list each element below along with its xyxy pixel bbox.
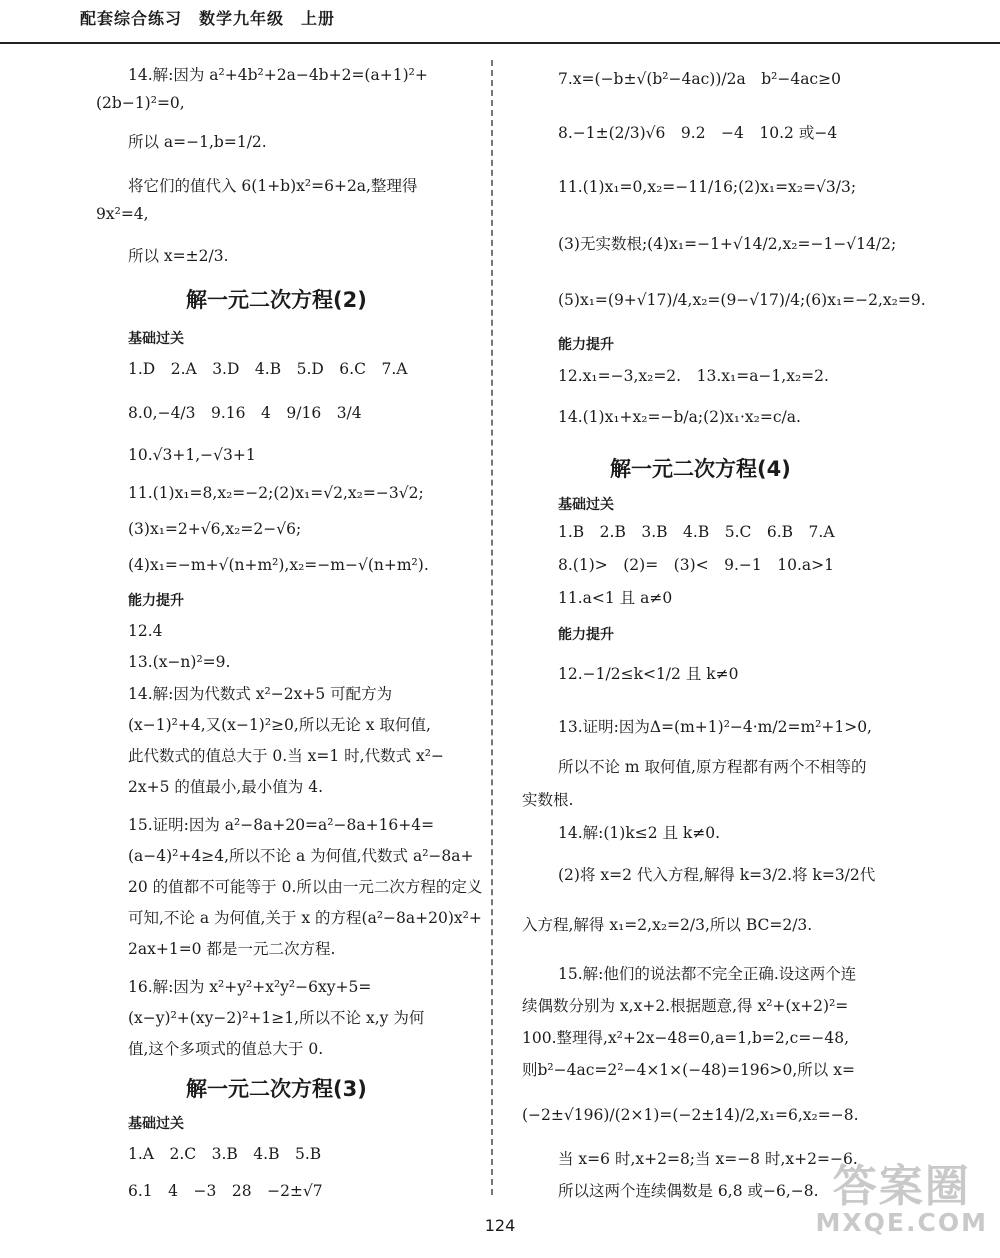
answer-line: (5)x₁=(9+√17)/4,x₂=(9−√17)/4;(6)x₁=−2,x₂=9. (558, 291, 926, 309)
answer-line: 所以 a=−1,b=1/2. (128, 133, 267, 151)
section-title: 解一元二次方程(4) (610, 457, 791, 481)
section-title: 解一元二次方程(2) (186, 288, 367, 312)
answer-line: 6.1 4 −3 28 −2±√7 (128, 1182, 323, 1200)
subsection-title: 能力提升 (558, 337, 614, 353)
answer-line: 2x+5 的值最小,最小值为 4. (128, 778, 324, 796)
answer-line: 12.−1/2≤k<1/2 且 k≠0 (558, 665, 739, 683)
answer-line: 值,这个多项式的值总大于 0. (128, 1040, 324, 1058)
subsection-title: 能力提升 (128, 593, 184, 609)
subsection-title: 基础过关 (128, 331, 184, 347)
answer-line: 14.解:(1)k≤2 且 k≠0. (558, 824, 721, 842)
answer-line: 11.(1)x₁=0,x₂=−11/16;(2)x₁=x₂=√3/3; (558, 178, 857, 196)
answer-line: 入方程,解得 x₁=2,x₂=2/3,所以 BC=2/3. (522, 916, 813, 934)
book-title: 配套综合练习 数学九年级 上册 (80, 9, 336, 28)
answer-line: 11.a<1 且 a≠0 (558, 589, 673, 607)
answer-line: 1.A 2.C 3.B 4.B 5.B (128, 1145, 322, 1163)
subsection-title: 基础过关 (128, 1116, 184, 1132)
answer-line: 15.证明:因为 a²−8a+20=a²−8a+16+4= (128, 816, 435, 834)
answer-line: 14.解:因为代数式 x²−2x+5 可配方为 (128, 685, 393, 703)
answer-line: 11.(1)x₁=8,x₂=−2;(2)x₁=√2,x₂=−3√2; (128, 484, 424, 502)
answer-line: (2)将 x=2 代入方程,解得 k=3/2.将 k=3/2代 (558, 866, 876, 884)
answer-line: 9x²=4, (96, 205, 149, 223)
subsection-title: 能力提升 (558, 627, 614, 643)
answer-line: 续偶数分别为 x,x+2.根据题意,得 x²+(x+2)²= (522, 997, 849, 1015)
answer-line: 14.解:因为 a²+4b²+2a−4b+2=(a+1)²+ (128, 66, 428, 84)
answer-line: 100.整理得,x²+2x−48=0,a=1,b=2,c=−48, (522, 1029, 849, 1047)
answer-line: 15.解:他们的说法都不完全正确.设这两个连 (558, 965, 857, 983)
answer-line: (3)无实数根;(4)x₁=−1+√14/2,x₂=−1−√14/2; (558, 235, 897, 253)
answer-line: 8.0,−4/3 9.16 4 9/16 3/4 (128, 404, 362, 422)
watermark-url: MXQE.COM (815, 1208, 988, 1238)
answer-line: 当 x=6 时,x+2=8;当 x=−8 时,x+2=−6. (558, 1150, 858, 1168)
answer-line: 1.B 2.B 3.B 4.B 5.C 6.B 7.A (558, 523, 835, 541)
answer-line: 8.(1)> (2)= (3)< 9.−1 10.a>1 (558, 556, 834, 574)
answer-line: 13.(x−n)²=9. (128, 653, 231, 671)
section-title: 解一元二次方程(3) (186, 1077, 367, 1101)
answer-line: (x−y)²+(xy−2)²+1≥1,所以不论 x,y 为何 (128, 1009, 425, 1027)
answer-line: 10.√3+1,−√3+1 (128, 446, 256, 464)
answer-line: 实数根. (522, 791, 574, 809)
answer-line: 2ax+1=0 都是一元二次方程. (128, 940, 336, 958)
answer-line: 8.−1±(2/3)√6 9.2 −4 10.2 或−4 (558, 124, 838, 142)
answer-line: (3)x₁=2+√6,x₂=2−√6; (128, 520, 302, 538)
answer-line: (4)x₁=−m+√(n+m²),x₂=−m−√(n+m²). (128, 556, 429, 574)
answer-line: 将它们的值代入 6(1+b)x²=6+2a,整理得 (128, 177, 418, 195)
answer-line: (x−1)²+4,又(x−1)²≥0,所以无论 x 取何值, (128, 716, 431, 734)
answer-line: 20 的值都不可能等于 0.所以由一元二次方程的定义 (128, 878, 483, 896)
answer-line: 16.解:因为 x²+y²+x²y²−6xy+5= (128, 978, 372, 996)
column-divider (491, 60, 493, 1195)
answer-line: 7.x=(−b±√(b²−4ac))/2a b²−4ac≥0 (558, 70, 841, 88)
answer-line: 则b²−4ac=2²−4×1×(−48)=196>0,所以 x= (522, 1061, 855, 1079)
answer-line: 12.x₁=−3,x₂=2. 13.x₁=a−1,x₂=2. (558, 367, 829, 385)
answer-line: 所以不论 m 取何值,原方程都有两个不相等的 (558, 758, 867, 776)
answer-line: 14.(1)x₁+x₂=−b/a;(2)x₁·x₂=c/a. (558, 408, 801, 426)
answer-line: 13.证明:因为Δ=(m+1)²−4·m/2=m²+1>0, (558, 718, 872, 736)
answer-line: 12.4 (128, 622, 163, 640)
answer-line: 所以这两个连续偶数是 6,8 或−6,−8. (558, 1182, 819, 1200)
subsection-title: 基础过关 (558, 497, 614, 513)
watermark-logo (815, 1161, 988, 1238)
answer-line: (−2±√196)/(2×1)=(−2±14)/2,x₁=6,x₂=−8. (522, 1106, 859, 1124)
answer-line: 此代数式的值总大于 0.当 x=1 时,代数式 x²− (128, 747, 444, 765)
page-header (0, 0, 1000, 44)
answer-line: (2b−1)²=0, (96, 94, 185, 112)
answer-line: 可知,不论 a 为何值,关于 x 的方程(a²−8a+20)x²+ (128, 909, 482, 927)
answer-line: 所以 x=±2/3. (128, 247, 229, 265)
answer-line: (a−4)²+4≥4,所以不论 a 为何值,代数式 a²−8a+ (128, 847, 474, 865)
watermark-text: 答案圈 (832, 1161, 971, 1212)
page-number: 124 (484, 1216, 516, 1235)
answer-line: 1.D 2.A 3.D 4.B 5.D 6.C 7.A (128, 360, 408, 378)
